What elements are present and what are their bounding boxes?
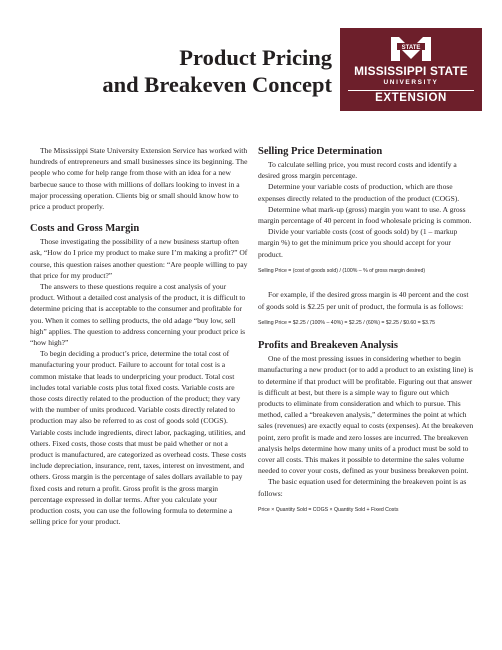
selling-price-example-formula: Selling Price = $2.25 / (100% – 40%) = $2.25 / (60%) = $2.25 / $0.60 = $3.75 [258,319,436,326]
msu-extension-logo [340,28,482,111]
title-line-2: and Breakeven Concept [102,72,332,97]
selling-price-paragraph-3: Determine what mark-up (gross) margin you want to use. A gross margin percentage of 40 percent in food wholesale pricing is common. [258,204,472,226]
selling-price-example: For example, if the desired gross margin is 40 percent and the cost of goods sold is $2.25 per unit of product, the formula is as follows: [258,290,469,311]
logo-university: UNIVERSITY [383,79,439,86]
costs-paragraph-2: The answers to these questions require a cost analysis of your product. Without a detailed cost analysis of the product, it is difficult to determine pricing that is acceptable to the consumer and profitable for you. When it comes to selling products, the old adage “buy low, sell high” applies. The question to address concerning your product price is “how high?” [30,282,246,348]
document-title [60,44,332,98]
intro-paragraph: The Mississippi State University Extension Service has worked with hundreds of entrepreneurs and small businesses since its beginning. The people who come for help range from those with an idea for a new barbecue sauce to those with millions of dollars looking to invest in a major processing operation. Clients big or small should know how to price a product properly. [30,146,248,212]
selling-price-formula: Selling Price = (cost of goods sold) / (100% – % of gross margin desired) [258,267,426,274]
selling-price-paragraph-4: Divide your variable costs (cost of goods sold) by (1 – markup margin %) to get the minimum price you should accept for your product. [258,227,458,259]
selling-price-paragraph-1: To calculate selling price, you must record costs and identify a desired gross margin percentage. [258,160,457,181]
logo-extension: EXTENSION [375,92,447,104]
logo-mississippi-state: MISSISSIPPI STATE [354,64,468,78]
msu-m-emblem-icon [389,33,433,63]
costs-paragraph-3: To begin deciding a product’s price, determine the total cost of manufacturing your product. Failure to account for total cost is a common mistake that leads to underpricing your product. Total cost includes total variable costs plus total fixed costs. Variable costs are those costs directly related to the production of the product; they vary with the number of units produced. Variable costs directly related to production may also be referred to as cost of goods sold (COGS). Variable costs include ingredients, direct labor, packaging, utilities, and others. Fixed costs, those costs that must be paid whether or not a product is manufactured, are categorized as overhead costs. These costs include depreciation, insurance, rent, taxes, interest on investment, and others. Gross margin is the percentage of sales dollars available to pay fixed costs and return a profit. Gross profit is the gross margin percentage expressed in dollar terms. After you calculate your production costs, you can use the following formula to determine a selling price for your product. [30,349,247,527]
breakeven-paragraph-2: The basic equation used for determining the breakeven point is as follows: [258,477,467,498]
left-column [30,145,248,528]
costs-paragraph-1: Those investigating the possibility of a new business startup often ask, “How do I price my product to make sure I’m making a profit?” Of course, this question raises another question: “Are people willing to pay that price for my product?” [30,237,248,280]
breakeven-formula: Price × Quantity Sold = COGS × Quantity Sold + Fixed Costs [258,506,399,513]
right-column [258,145,476,514]
profits-breakeven-heading: Profits and Breakeven Analysis [258,340,398,352]
costs-gross-margin-heading: Costs and Gross Margin [30,223,140,235]
logo-divider [348,90,474,91]
title-line-1: Product Pricing [179,45,332,70]
selling-price-paragraph-2: Determine your variable costs of production, which are those expenses directly related to the production of the product (COGS). [258,182,460,203]
selling-price-heading: Selling Price Determination [258,146,383,157]
emblem-text: STATE [401,44,421,51]
breakeven-paragraph-1: One of the most pressing issues in considering whether to begin manufacturing a new product (or to add a product to an existing line) is to determine if that product will be profitable. Figuring out that answer is difficult at best, but there is a simple way to figure out which products to eliminate from consideration and which to pursue. This method, called a “breakeven analysis,” determines the point at which sales (revenues) are exactly equal to costs (expenses). At the breakeven point, zero profit is made and zero losses are incurred. The breakeven analysis helps determine how many units of a product must be sold to cover all costs. This makes it possible to determine the sales volume needed to cover your costs, defined as your business breakeven point. [258,354,474,476]
